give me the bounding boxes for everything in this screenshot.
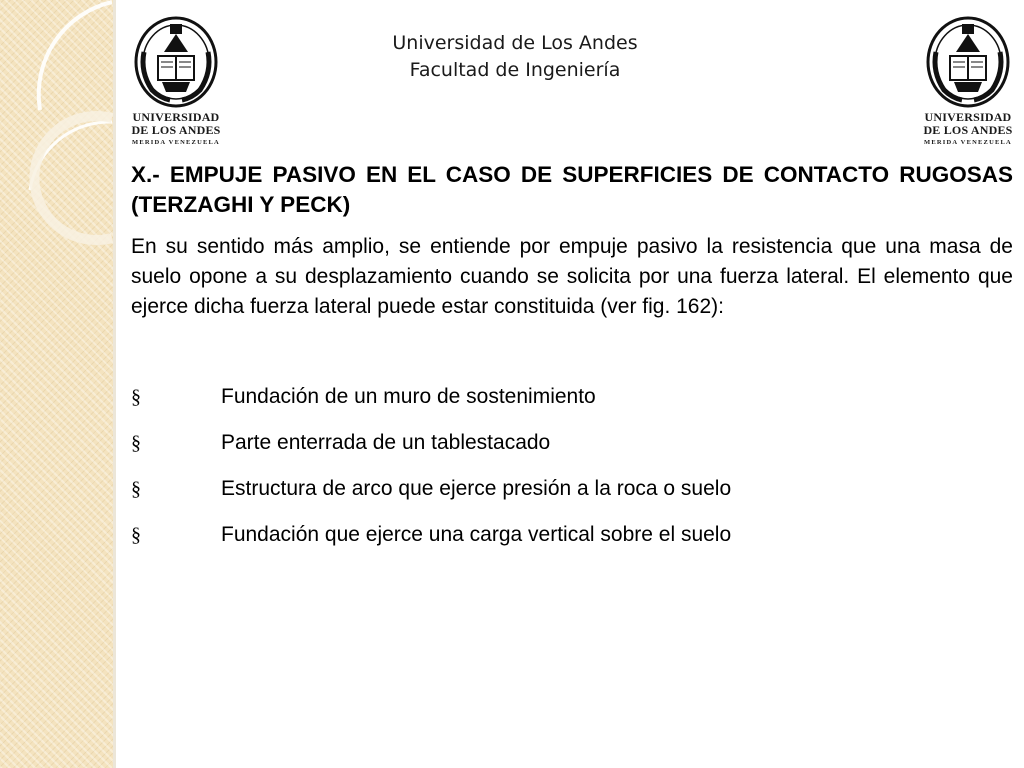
- logo-text-line1: UNIVERSIDAD: [132, 110, 220, 124]
- slide-title: X.- EMPUJE PASIVO EN EL CASO DE SUPERFICIES DE CONTACTO RUGOSAS (TERZAGHI Y PECK): [131, 162, 1013, 217]
- decorative-arcs: [0, 0, 140, 260]
- header: [320, 30, 710, 84]
- section-sign-icon: §: [131, 524, 141, 546]
- section-sign-icon: §: [131, 432, 141, 454]
- university-logo-left: [130, 12, 222, 150]
- logo-text-line3: MERIDA VENEZUELA: [924, 139, 1012, 146]
- university-seal-icon: [922, 12, 1014, 110]
- bullet-text: Parte enterrada de un tablestacado: [221, 431, 551, 454]
- header-faculty: Facultad de Ingeniería: [409, 59, 621, 81]
- header-university: Universidad de Los Andes: [392, 32, 638, 54]
- university-seal-icon: [130, 12, 222, 110]
- section-sign-icon: §: [131, 386, 141, 408]
- section-sign-icon: §: [131, 478, 141, 500]
- slide-paragraph: En su sentido más amplio, se entiende por empuje pasivo la resistencia que una masa de suelo opone a su desplazamiento cuando se solicita por una fuerza lateral. El elemento que ejerce dicha fuerza lateral puede estar constituida (ver fig. 162):: [131, 235, 1013, 318]
- bullet-text: Estructura de arco que ejerce presión a la roca o suelo: [221, 477, 732, 500]
- university-logo-right: [922, 12, 1014, 150]
- logo-text-line2: DE LOS ANDES: [923, 123, 1013, 137]
- logo-text-line3: MERIDA VENEZUELA: [132, 139, 220, 146]
- logo-text-line2: DE LOS ANDES: [131, 123, 221, 137]
- slide-content: [131, 160, 1013, 546]
- bullet-text: Fundación que ejerce una carga vertical sobre el suelo: [221, 523, 732, 546]
- logo-text-line1: UNIVERSIDAD: [924, 110, 1012, 124]
- bullet-text: Fundación de un muro de sostenimiento: [221, 385, 596, 408]
